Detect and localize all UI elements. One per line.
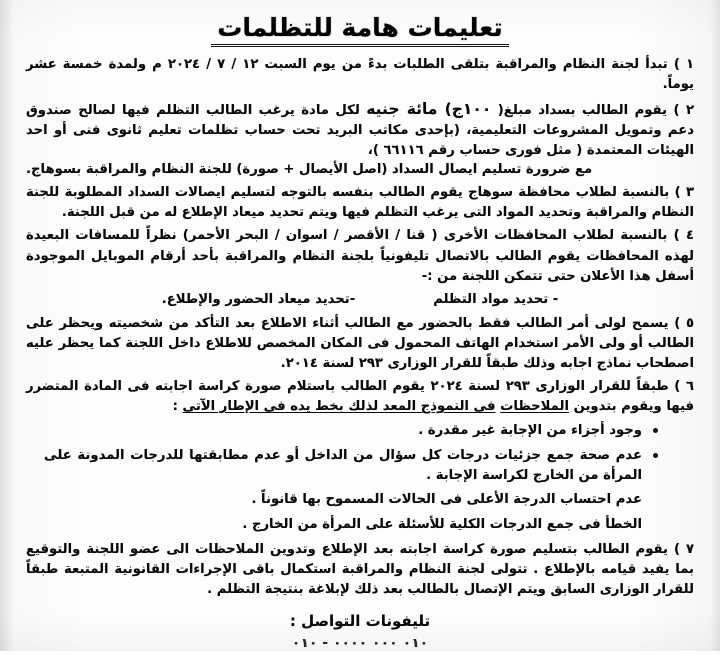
list-item: الخطأ فى جمع الدرجات الكلية للأسئلة على المرأة من الخارج .: [44, 515, 660, 535]
item-4-text: بالنسبة لطلاب المحافظات الأخرى ( قنا / الأقصر / اسوان / البحر الأحمر) نظراً للمسافات البعيدة لهذه المحافظات يقوم الطالب بالاتصال تليفونياً بلجنة النظام والمراقبة بأحد أرقام الموبايل الموجودة أسفل هذا الأعلان حتى تتمكن اللجنة من :-: [26, 228, 694, 283]
item-1-number: ١ ): [674, 57, 694, 72]
contact-phones-clipped: ٠١٠ ٠٠٠ ٠٠٠٠ - ٠١٠: [26, 639, 694, 655]
instruction-item-5: [26, 314, 694, 374]
grievance-reasons-list: [44, 421, 660, 535]
item-3-number: ٣ ): [675, 185, 694, 200]
item-4-sub-2: -تحديد ميعاد الحضور والإطلاع.: [162, 290, 355, 310]
item-6-number: ٦ ): [674, 379, 694, 394]
item-7-tail: تتولى لجنة النظام والمراقبة استكمال باقى الإجراءات القانونية المتبعة طبقاً للقرار الوزارى السابق ويتم الإتصال بالطالب بعد ذلك لإبلاغة بنتيجة التظلم .: [26, 562, 694, 597]
item-3-text: بالنسبة لطلاب محافظة سوهاج يقوم الطالب بنفسه بالتوجه لتسليم ايصالات السداد المطلوبة للجنة النظام والمراقبة وتحديد المواد التى يرغب التظلم فيها ويتم تحديد ميعاد الإطلاع له من قبل اللجنة.: [26, 185, 694, 220]
item-7-text: يقوم الطالب بتسليم صورة كراسة اجابته بعد الإطلاع وتدوين الملاحظات الى عضو اللجنة والتوقيع بما يفيد قيامه بالإطلاع .: [26, 542, 694, 577]
document-body: [26, 55, 694, 655]
list-item: عدم صحة جمع جزئيات درجات كل سؤال من الداخل أو عدم مطابقتها للدرجات المدونة على المرأة من الخارج لكراسة الإجابة .: [44, 446, 660, 486]
item-1-text: تبدأ لجنة النظام والمراقبة بتلقى الطلبات بدءً من يوم السبت ١٢ / ٧ / ٢٠٢٤ م ولمدة خمسة عشر يوماً.: [26, 57, 694, 92]
item-2-number: ٢ ): [673, 103, 694, 118]
fee-amount: ١٠٠ج) مائة جنيه: [366, 100, 491, 118]
item-4-sub-items: [26, 290, 694, 310]
list-item: وجود أجزاء من الإجابة غير مقدرة .: [44, 421, 660, 441]
instruction-item-4: [26, 226, 694, 286]
item-7-number: ٧ ): [674, 542, 694, 557]
page-title: تعليمات هامة للتظلمات: [211, 14, 509, 47]
title-container: [26, 14, 694, 47]
item-4-sub-1: - تحديد مواد التظلم: [433, 290, 558, 310]
instruction-item-1: [26, 55, 694, 95]
item-5-number: ٥ ): [674, 316, 694, 331]
instruction-item-2: [26, 98, 694, 181]
item-2-rest: لكل مادة يرغب الطالب التظلم فيها لصالح صندوق دعم وتمويل المشروعات التعليمية، (بإحدى مكاتب البريد تحت حساب تظلمات تعليم ثانوى فنى أو احد الهيئات المعتمدة ( مثل فورى حساب رقم ٦٦١١٦ )،: [26, 103, 694, 159]
instruction-item-3: [26, 183, 694, 223]
instruction-item-6: [26, 377, 694, 417]
list-item: عدم احتساب الدرجة الأعلى فى الحالات المسموح بها قانوناً .: [44, 490, 660, 510]
item-5-text: يسمح لولى أمر الطالب فقط بالحضور مع الطالب أثناء الاطلاع بعد التأكد من شخصيته ويحظر على الطالب أو ولى الأمر استخدام الهاتف المحمول فى المكان المخصص للاطلاع داخل اللجنة كما يحظر عليه اصطحاب نماذج اجابه وذلك طبقاً للقرار الوزارى ٢٩٣ لسنة ٢٠١٤.: [26, 316, 694, 371]
instruction-item-7: [26, 540, 694, 600]
item-2-tail: مع ضرورة تسليم ايصال السداد (اصل الأيصال + صورة) للجنة النظام والمراقبة بسوهاج.: [26, 160, 694, 180]
item-6-text: طبقاً للقرار الوزارى ٢٩٣ لسنة ٢٠٢٤ يقوم الطالب باستلام صورة كراسة اجابته فى المادة المتضرر فيها ويقوم بتدوين الملاحظات فى النموذج المعد لذلك بخط يده فى الإطار الآتى :: [26, 379, 694, 414]
item-2-lead: يقوم الطالب بسداد مبلغ(: [498, 103, 667, 118]
item-4-number: ٤ ): [674, 228, 694, 243]
contact-phones-label: تليفونات التواصل :: [26, 610, 694, 633]
